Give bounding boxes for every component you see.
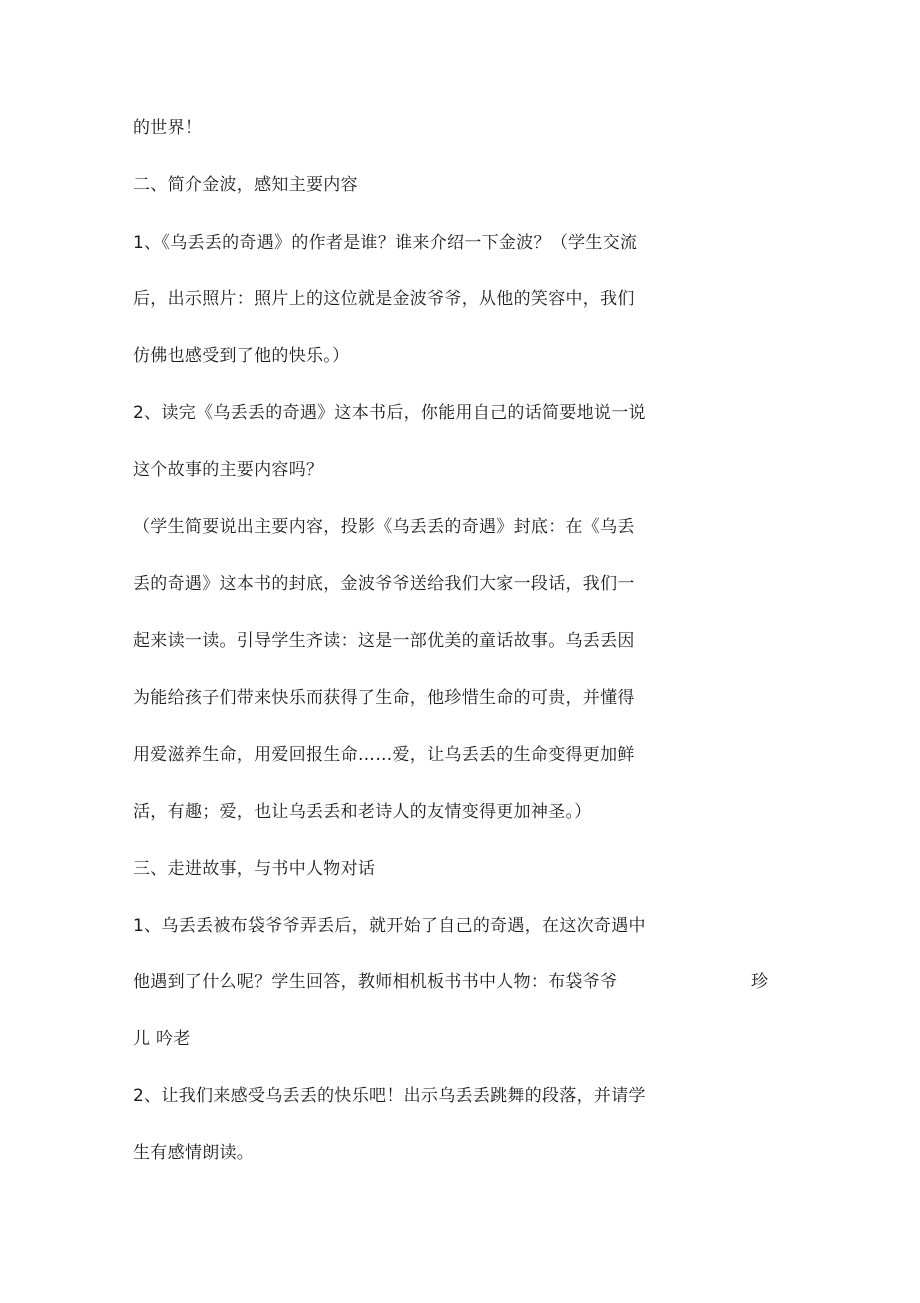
text-line: 后，出示照片：照片上的这位就是金波爷爷，从他的笑容中，我们 <box>133 289 635 309</box>
text-line: 他遇到了什么呢？学生回答，教师相机板书书中人物：布袋爷爷 <box>133 972 618 992</box>
text-line: （学生简要说出主要内容，投影《乌丢丢的奇遇》封底：在《乌丢 <box>133 517 635 537</box>
character-name-fragment: 珍 <box>751 972 768 992</box>
text-line: 丢的奇遇》这本书的封底，金波爷爷送给我们大家一段话，我们一 <box>133 574 635 594</box>
section-heading: 三、走进故事，与书中人物对话 <box>133 859 376 879</box>
text-line: 用爱滋养生命，用爱回报生命……爱，让乌丢丢的生命变得更加鲜 <box>133 745 635 765</box>
text-line: 生有感情朗读。 <box>133 1143 255 1163</box>
text-line: 2、让我们来感受乌丢丢的快乐吧！出示乌丢丢跳舞的段落，并请学 <box>133 1086 646 1106</box>
section-heading: 二、简介金波，感知主要内容 <box>133 175 358 195</box>
text-line: 为能给孩子们带来快乐而获得了生命，他珍惜生命的可贵，并懂得 <box>133 688 635 708</box>
text-line: 1、《乌丢丢的奇遇》的作者是谁？谁来介绍一下金波？（学生交流 <box>133 233 638 253</box>
text-line: 的世界！ <box>133 118 203 138</box>
text-line: 仿佛也感受到了他的快乐。） <box>133 346 350 366</box>
text-line: 儿 吟老 <box>133 1029 191 1049</box>
text-line: 起来读一读。引导学生齐读：这是一部优美的童话故事。乌丢丢因 <box>133 631 635 651</box>
text-line: 活，有趣；爱，也让乌丢丢和老诗人的友情变得更加神圣。） <box>133 802 592 822</box>
text-line: 1、乌丢丢被布袋爷爷弄丢后，就开始了自己的奇遇，在这次奇遇中 <box>133 916 646 936</box>
text-line: 2、读完《乌丢丢的奇遇》这本书后，你能用自己的话简要地说一说 <box>133 403 646 423</box>
text-line: 这个故事的主要内容吗？ <box>133 460 324 480</box>
